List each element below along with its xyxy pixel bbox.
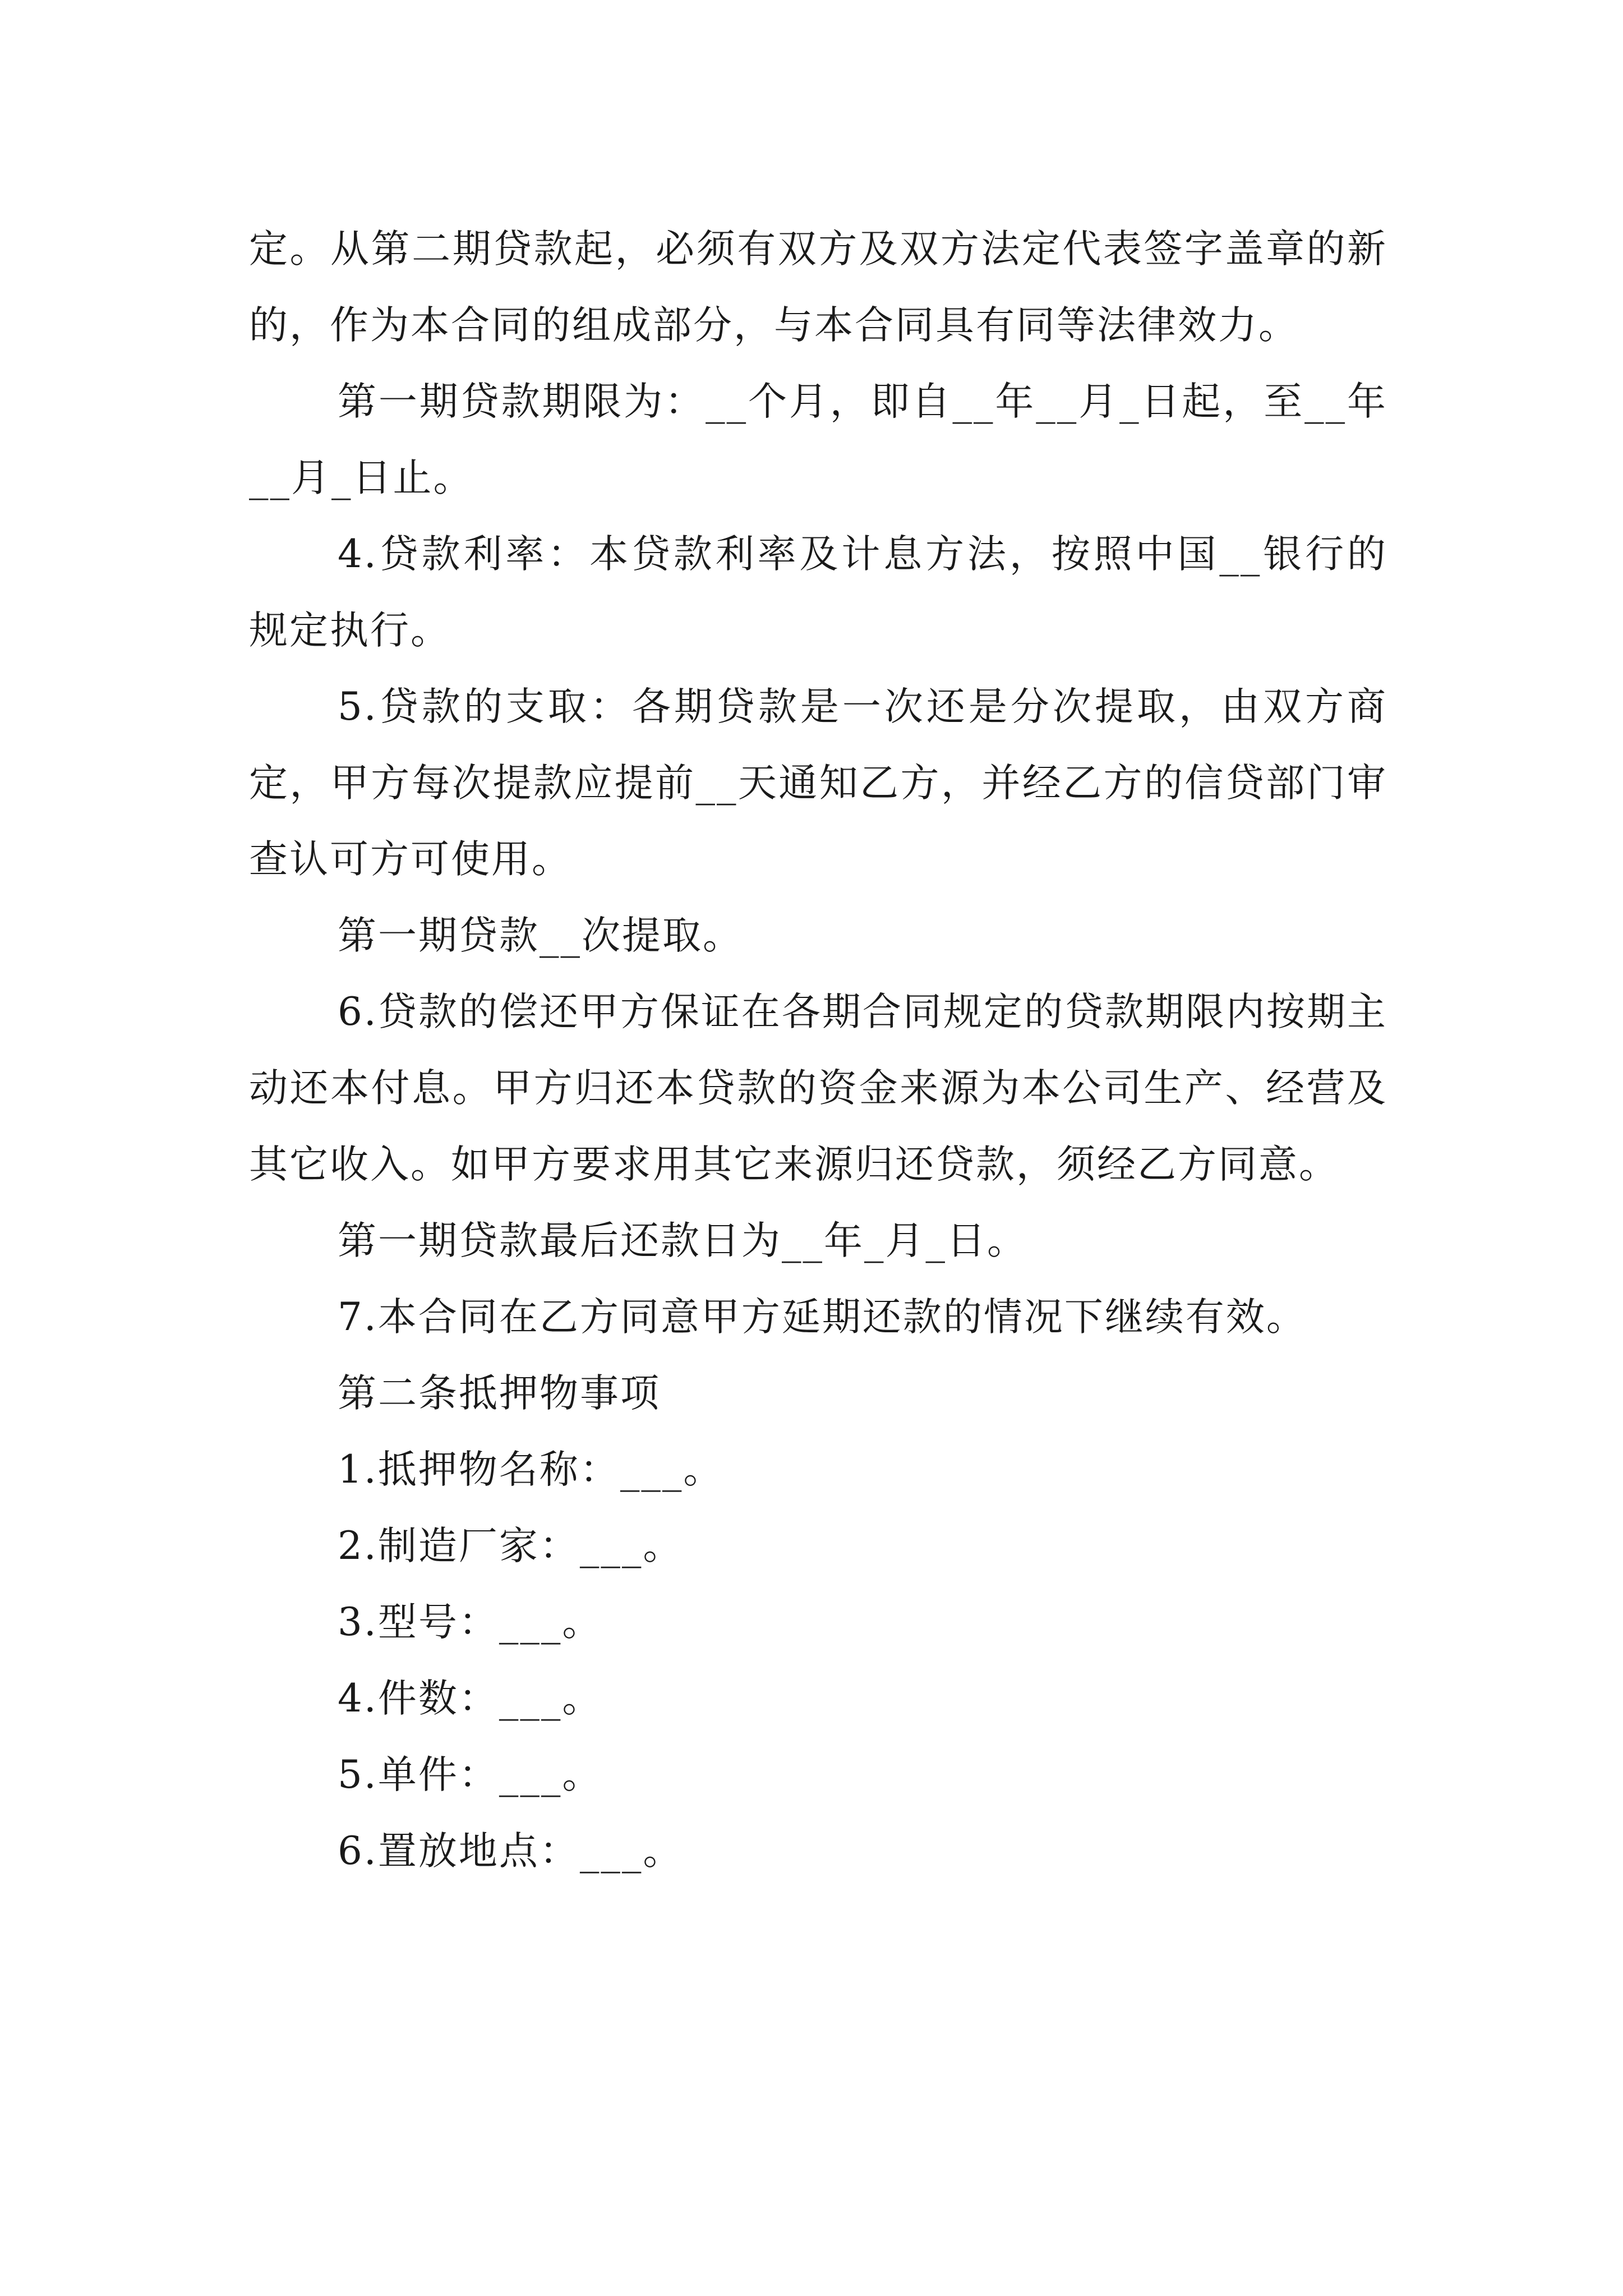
list-item: 4.件数：___。 (338, 1676, 603, 1721)
section-heading: 第二条抵押物事项 (338, 1371, 661, 1416)
document-body (249, 211, 1387, 1889)
paragraph: 第一期贷款__次提取。 (338, 913, 743, 958)
paragraph: 定。从第二期贷款起，必须有双方及双方法定代表签字盖章的新的，作为本合同的组成部分，与本合同具有同等法律效力。 (249, 227, 1387, 348)
list-item: 3.型号：___。 (338, 1600, 603, 1645)
paragraph: 7.本合同在乙方同意甲方延期还款的情况下继续有效。 (338, 1295, 1307, 1340)
paragraph: 第一期贷款期限为：__个月，即自__年__月_日起，至__年__月_日止。 (249, 379, 1388, 500)
list-item: 6.置放地点：___。 (338, 1829, 684, 1874)
paragraph: 5.贷款的支取：各期贷款是一次还是分次提取，由双方商定，甲方每次提款应提前__天通知乙方，并经乙方的信贷部门审查认可方可使用。 (249, 684, 1387, 882)
paragraph: 第一期贷款最后还款日为__年_月_日。 (338, 1218, 1027, 1263)
list-item: 1.抵押物名称：___。 (338, 1447, 724, 1492)
list-item: 2.制造厂家：___。 (338, 1524, 684, 1568)
paragraph: 6.贷款的偿还甲方保证在各期合同规定的贷款期限内按期主动还本付息。甲方归还本贷款的资金来源为本公司生产、经营及其它收入。如甲方要求用其它来源归还贷款，须经乙方同意。 (249, 990, 1387, 1187)
list-item: 5.单件：___。 (338, 1752, 603, 1797)
paragraph: 4.贷款利率：本贷款利率及计息方法，按照中国__银行的规定执行。 (249, 532, 1387, 653)
